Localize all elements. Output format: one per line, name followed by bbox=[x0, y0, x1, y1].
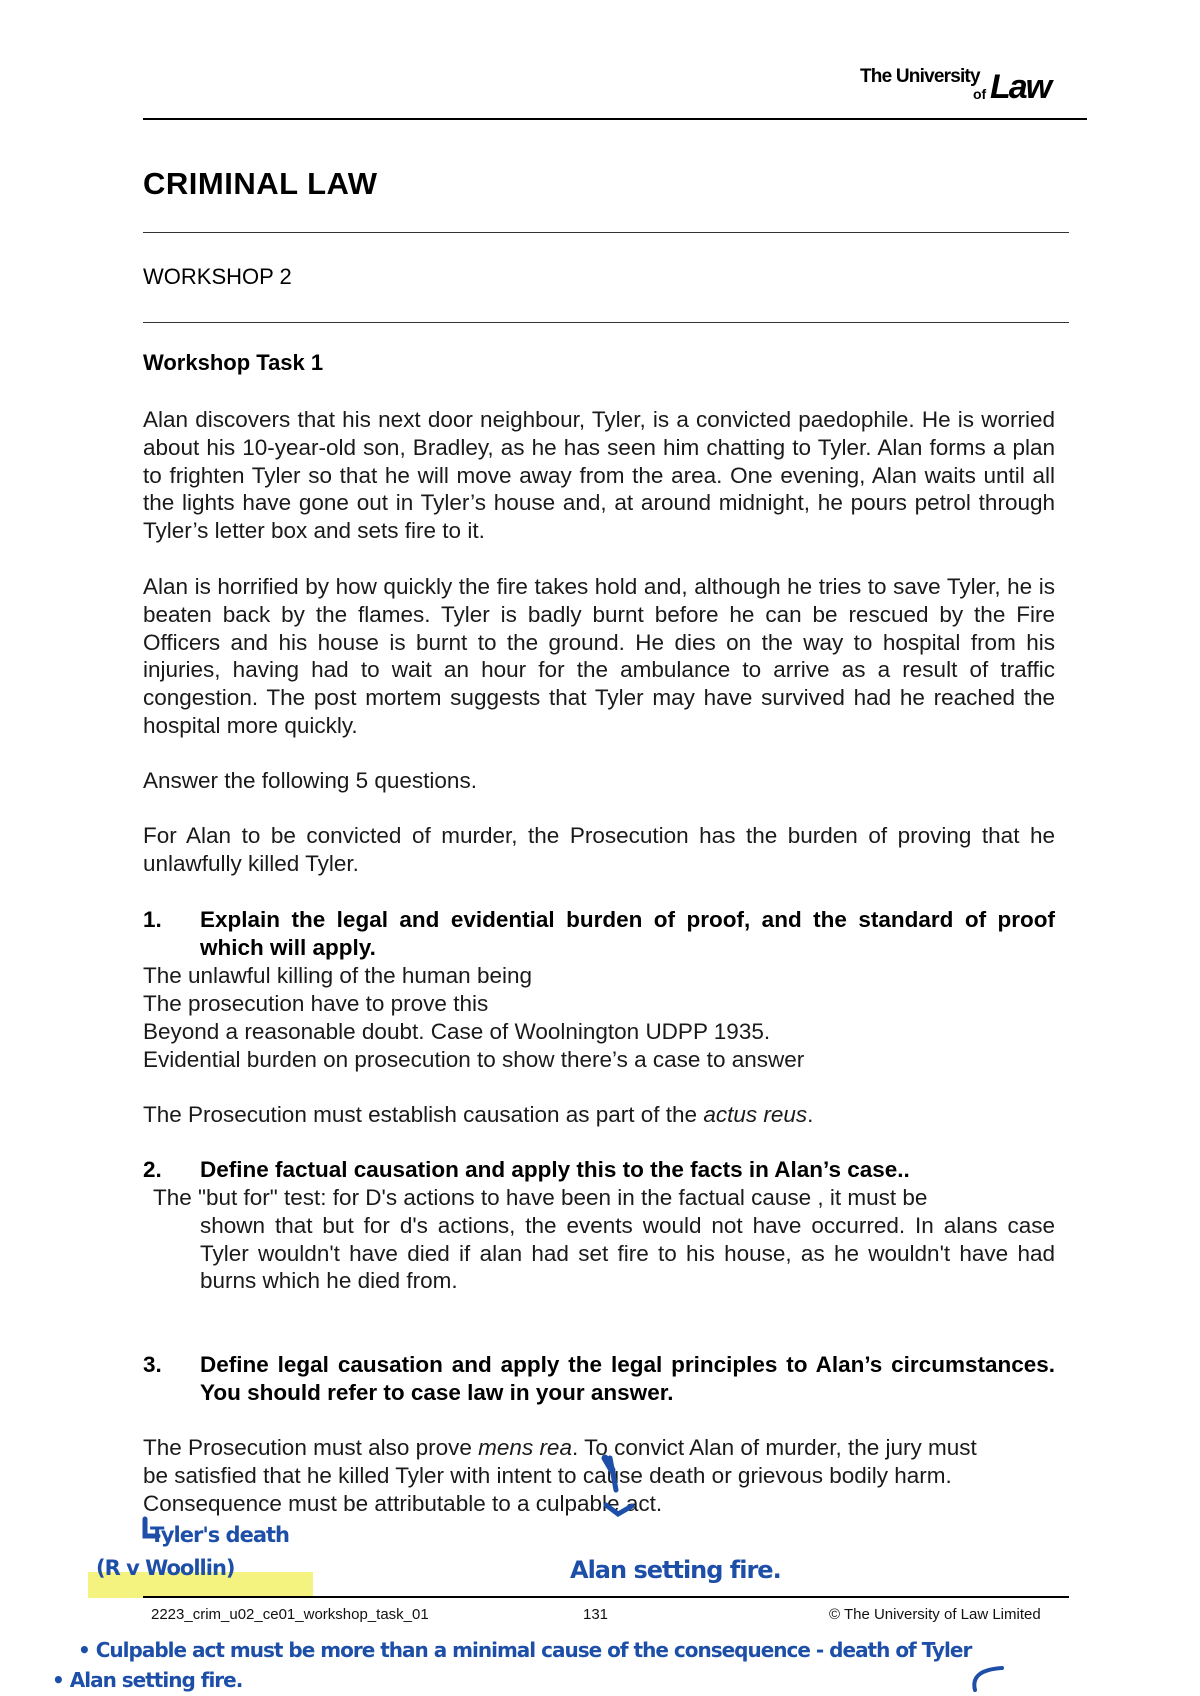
answer-line: The unlawful killing of the human being bbox=[143, 963, 532, 988]
handwritten-note-4: • Culpable act must be more than a minimal cause of the consequence - death of Tyler bbox=[78, 1638, 972, 1662]
mens-rea-term: mens rea bbox=[478, 1435, 572, 1460]
mens-rea-line-3: Consequence must be attributable to a culpable act. bbox=[143, 1491, 663, 1516]
question-number: 3. bbox=[143, 1352, 162, 1377]
handwritten-note-3: Alan setting fire. bbox=[570, 1556, 781, 1584]
mens-rea-line-2: be satisfied that he killed Tyler with intent to cause death or grievous bodily harm. bbox=[143, 1463, 952, 1488]
handwritten-note-5: • Alan setting fire. bbox=[52, 1668, 243, 1692]
answer-2-first-line: The "but for" test: for D's actions to have been in the factual cause , it must be bbox=[153, 1185, 928, 1210]
footer-rule bbox=[143, 1596, 1069, 1598]
question-text: Explain the legal and evidential burden of proof, and the standard of proof which will apply. bbox=[200, 907, 1055, 960]
answer-line: Evidential burden on prosecution to show there’s a case to answer bbox=[143, 1047, 805, 1072]
mens-rea-text: The Prosecution must also prove bbox=[143, 1435, 479, 1460]
answer-2-rest: shown that but for d's actions, the events would not have occurred. In alans case Tyler wouldn't have died if alan had set fire to his house, as he wouldn't have had burns which he died from. bbox=[200, 1212, 1055, 1294]
task-heading: Workshop Task 1 bbox=[143, 350, 324, 375]
burden-paragraph: For Alan to be convicted of murder, the Prosecution has the burden of proving that he unlawfully killed Tyler. bbox=[143, 823, 1055, 876]
handwritten-note-1: Tyler's death bbox=[150, 1523, 289, 1547]
scenario-paragraph-2: Alan is horrified by how quickly the fire takes hold and, although he tries to save Tyler, he is beaten back by the flames. Tyler is badly burnt before he can be rescued by the Fire Officers and his house is burnt to the ground. He dies on the way to hospital from his injuries, having had to wait an hour for the ambulance to arrive as a result of traffic congestion. The post mortem suggests that Tyler may have survived had he reached the hospital more quickly. bbox=[143, 574, 1055, 738]
actus-reus-end: . bbox=[807, 1102, 814, 1127]
logo-line-1: The University bbox=[860, 66, 980, 87]
instruction-text: Answer the following 5 questions. bbox=[143, 768, 477, 793]
mens-rea-text-end: . To convict Alan of murder, the jury must bbox=[571, 1435, 977, 1460]
handwritten-note-2: (R v Woollin) bbox=[96, 1556, 235, 1580]
page-title: CRIMINAL LAW bbox=[143, 166, 378, 201]
question-number: 2. bbox=[143, 1157, 162, 1182]
workshop-label: WORKSHOP 2 bbox=[143, 264, 292, 289]
scenario-paragraph-1: Alan discovers that his next door neighbour, Tyler, is a convicted paedophile. He is worried about his 10-year-old son, Bradley, as he has seen him chatting to Tyler. Alan forms a plan to frighten Tyler so that he will move away from the area. One evening, Alan waits until all the lights have gone out in Tyler’s house and, at around midnight, he pours petrol through Tyler’s letter box and sets fire to it. bbox=[143, 407, 1055, 544]
actus-reus-text: The Prosecution must establish causation as part of the bbox=[143, 1102, 704, 1127]
answer-line: Beyond a reasonable doubt. Case of Woolnington UDPP 1935. bbox=[143, 1019, 771, 1044]
logo-line-2: of bbox=[973, 86, 987, 102]
actus-reus-term: actus reus bbox=[703, 1102, 808, 1127]
question-text: Define factual causation and apply this to the facts in Alan’s case.. bbox=[200, 1157, 910, 1182]
question-text: Define legal causation and apply the legal principles to Alan’s circumstances. You should refer to case law in your answer. bbox=[200, 1352, 1055, 1405]
footer-copyright: © The University of Law Limited bbox=[829, 1606, 1041, 1623]
question-number: 1. bbox=[143, 907, 162, 932]
answer-line: The prosecution have to prove this bbox=[143, 991, 489, 1016]
logo-line-3: Law bbox=[990, 68, 1051, 106]
page-number: 131 bbox=[583, 1606, 609, 1623]
footer-filename: 2223_crim_u02_ce01_workshop_task_01 bbox=[151, 1606, 429, 1623]
